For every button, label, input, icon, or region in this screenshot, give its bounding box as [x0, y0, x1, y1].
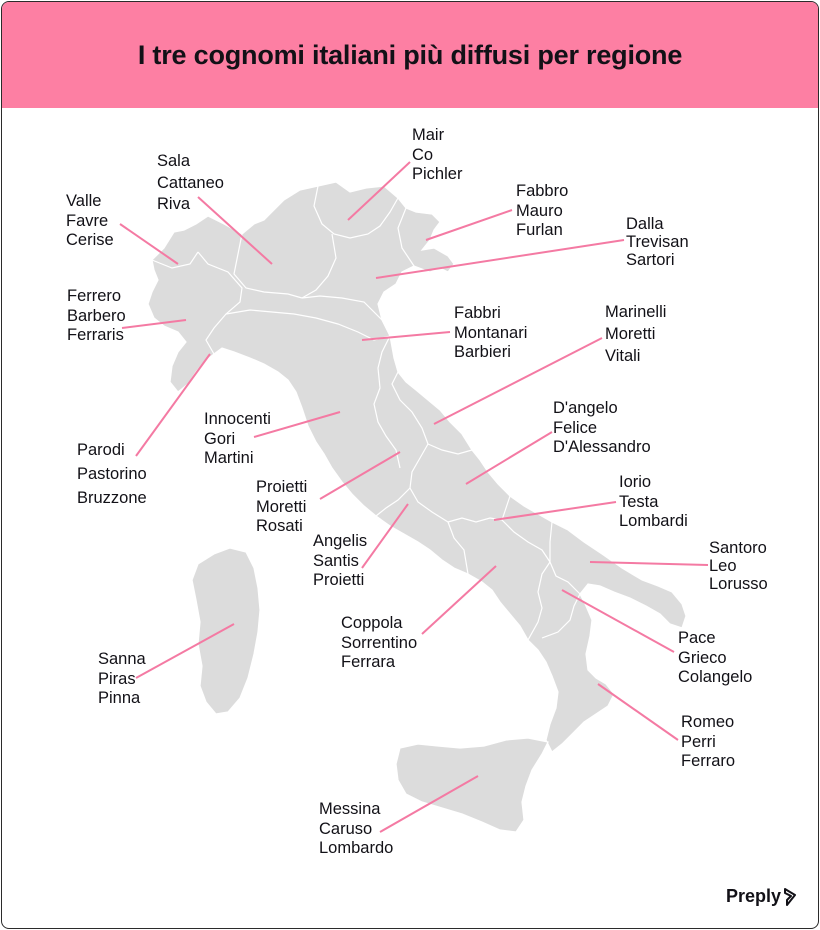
- leader-line-friuli: [426, 210, 512, 240]
- preply-arrow-icon: [783, 887, 799, 907]
- surname: Vitali: [605, 347, 641, 365]
- surname: Lombardo: [319, 839, 394, 857]
- label-basilicata: [678, 629, 752, 688]
- surname: Valle: [66, 192, 102, 210]
- brand-logo: [726, 886, 799, 907]
- surname: Riva: [157, 195, 191, 213]
- label-friuli-venezia-giulia: [516, 182, 568, 241]
- label-lombardia: [157, 151, 224, 216]
- surname: Montanari: [454, 323, 528, 342]
- label-piemonte: [67, 287, 126, 346]
- surname: Favre: [66, 211, 109, 230]
- surname: Co: [412, 145, 434, 164]
- surname: Moretti: [256, 497, 307, 516]
- surname: Caruso: [319, 819, 373, 838]
- surname: Innocenti: [204, 410, 271, 428]
- page-title: I tre cognomi italiani più diffusi per regione: [137, 39, 683, 70]
- label-puglia: [709, 539, 768, 593]
- surname: Bruzzone: [77, 489, 147, 507]
- surname: Coppola: [341, 614, 403, 632]
- surname: Perri: [681, 732, 716, 751]
- surname: Piras: [98, 669, 136, 688]
- surname: Rosati: [256, 517, 303, 535]
- surname: Proietti: [313, 571, 365, 589]
- label-lazio: [313, 532, 367, 591]
- brand-name: Preply: [726, 886, 782, 906]
- surname: Furlan: [516, 221, 563, 239]
- surname: Mair: [412, 126, 445, 144]
- surname: Romeo: [681, 713, 735, 731]
- surname: Dalla: [626, 215, 664, 233]
- surname: Fabbro: [516, 182, 569, 200]
- label-campania: [341, 614, 417, 673]
- surname: Sorrentino: [341, 633, 418, 652]
- surname: Lorusso: [709, 575, 768, 593]
- infographic-frame: [1, 1, 819, 929]
- leader-line-campania: [422, 566, 496, 634]
- surname: Cattaneo: [157, 173, 224, 192]
- surname: Proietti: [256, 478, 308, 496]
- surname: Santoro: [709, 539, 767, 557]
- surname: Ferrero: [67, 287, 122, 305]
- surname: Pinna: [98, 689, 141, 707]
- label-abruzzo: [553, 399, 651, 458]
- surname: Trevisan: [626, 233, 689, 251]
- label-sicilia: [319, 800, 393, 859]
- surname: D'angelo: [553, 399, 618, 417]
- surname: Leo: [709, 557, 737, 575]
- label-trentino-alto-adige: [412, 126, 462, 185]
- surname: Ferraris: [67, 326, 124, 344]
- label-marche: [605, 301, 666, 367]
- surname: Gori: [204, 429, 236, 448]
- label-veneto: [626, 215, 689, 269]
- label-calabria: [681, 713, 735, 772]
- leader-line-calabria: [598, 684, 678, 740]
- surname: Pichler: [412, 165, 463, 183]
- surname: Iorio: [619, 473, 652, 491]
- surname: Sanna: [98, 650, 146, 668]
- surname: D'Alessandro: [553, 438, 651, 456]
- label-valle-d-aosta: [66, 192, 114, 251]
- label-umbria: [256, 478, 307, 537]
- label-emilia-romagna: [454, 304, 527, 363]
- label-sardegna: [98, 650, 146, 709]
- label-liguria: [77, 438, 147, 510]
- surname: Ferraro: [681, 752, 736, 770]
- surname: Marinelli: [605, 303, 667, 321]
- surname: Santis: [313, 551, 359, 570]
- surname: Messina: [319, 800, 381, 818]
- surname: Martini: [204, 449, 254, 467]
- surname: Barbero: [67, 306, 126, 325]
- surname: Grieco: [678, 648, 727, 667]
- surname: Mauro: [516, 201, 563, 220]
- surname: Angelis: [313, 532, 368, 550]
- label-molise: [619, 473, 688, 532]
- surname: Felice: [553, 418, 598, 437]
- sardinia-island: [192, 548, 260, 714]
- surname: Pastorino: [77, 465, 147, 483]
- surname: Fabbri: [454, 304, 501, 322]
- surname: Colangelo: [678, 668, 753, 686]
- surname: Sartori: [626, 251, 675, 269]
- surname: Parodi: [77, 441, 125, 459]
- surname: Cerise: [66, 231, 114, 249]
- surname: Sala: [157, 152, 191, 170]
- surname: Ferrara: [341, 653, 396, 671]
- sicily-island: [396, 738, 548, 832]
- surname: Testa: [619, 492, 659, 511]
- surname: Moretti: [605, 325, 656, 343]
- surname: Lombardi: [619, 512, 688, 530]
- surname: Barbieri: [454, 343, 511, 361]
- surname: Pace: [678, 629, 716, 647]
- label-toscana: [204, 410, 271, 469]
